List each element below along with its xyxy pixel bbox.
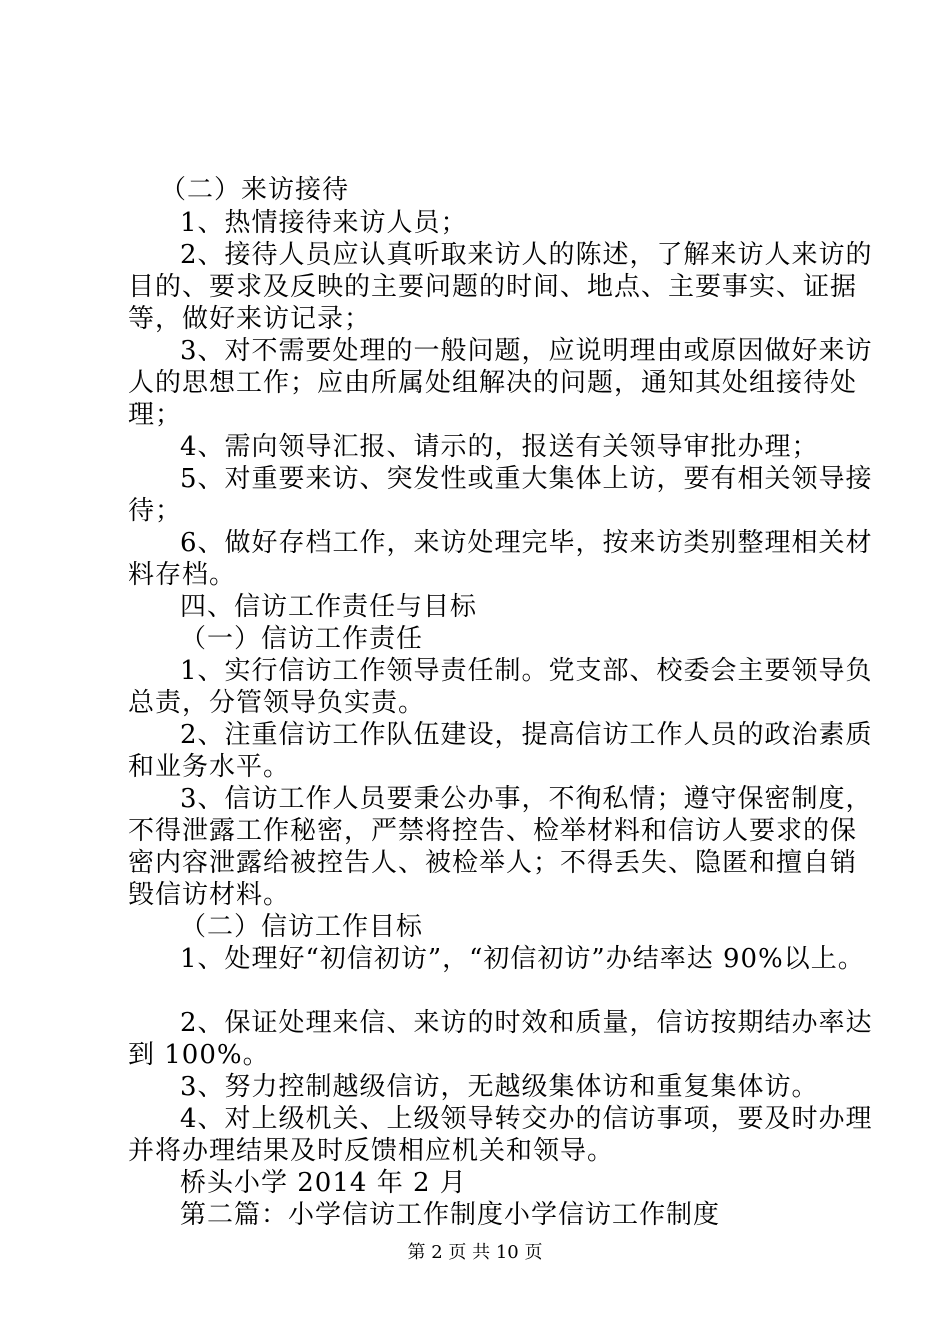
text-line: 不得泄露工作秘密，严禁将控告、检举材料和信访人要求的保	[128, 816, 858, 846]
text-line: 到 100%。	[128, 1040, 270, 1070]
heading-visitor-reception: （二）来访接待	[160, 175, 350, 205]
text-line: 3、对不需要处理的一般问题，应说明理由或原因做好来访	[180, 336, 873, 366]
text-line: 等，做好来访记录；	[128, 304, 372, 334]
text-line: 毁信访材料。	[128, 880, 291, 910]
text-line: 总责，分管领导负实责。	[128, 688, 426, 718]
text-line: 和业务水平。	[128, 752, 291, 782]
section-heading: 四、信访工作责任与目标	[180, 592, 478, 622]
page-footer: 第 2 页 共 10 页	[407, 1242, 543, 1263]
text-line: 1、热情接待来访人员；	[180, 208, 468, 238]
signature-date: 桥头小学 2014 年 2 月	[180, 1168, 467, 1198]
text-line: 人的思想工作；应由所属处组解决的问题，通知其处组接待处	[128, 368, 858, 398]
text-line: 待；	[128, 496, 183, 526]
text-line: 2、注重信访工作队伍建设，提高信访工作人员的政治素质	[180, 720, 873, 750]
text-line: 3、努力控制越级信访，无越级集体访和重复集体访。	[180, 1072, 819, 1102]
text-line: 料存档。	[128, 560, 237, 590]
text-line: 4、对上级机关、上级领导转交办的信访事项，要及时办理	[180, 1104, 873, 1134]
text-line: 1、处理好“初信初访”，“初信初访”办结率达 90%以上。	[180, 944, 865, 974]
text-line: 4、需向领导汇报、请示的，报送有关领导审批办理；	[180, 432, 819, 462]
text-line: 理；	[128, 400, 183, 430]
text-line: 6、做好存档工作，来访处理完毕，按来访类别整理相关材	[180, 528, 873, 558]
text-line: 2、接待人员应认真听取来访人的陈述，了解来访人来访的	[180, 240, 873, 270]
next-article-title: 第二篇：小学信访工作制度小学信访工作制度	[180, 1200, 721, 1230]
subsection-heading: （二）信访工作目标	[180, 912, 424, 942]
text-line: 5、对重要来访、突发性或重大集体上访，要有相关领导接	[180, 464, 873, 494]
subsection-heading: （一）信访工作责任	[180, 624, 424, 654]
text-line: 目的、要求及反映的主要问题的时间、地点、主要事实、证据	[128, 272, 858, 302]
text-line: 3、信访工作人员要秉公办事，不徇私情；遵守保密制度，	[180, 784, 873, 814]
text-line: 2、保证处理来信、来访的时效和质量，信访按期结办率达	[180, 1008, 873, 1038]
text-line: 密内容泄露给被控告人、被检举人；不得丢失、隐匿和擅自销	[128, 848, 858, 878]
text-line: 并将办理结果及时反馈相应机关和领导。	[128, 1136, 615, 1166]
text-line: 1、实行信访工作领导责任制。党支部、校委会主要领导负	[180, 656, 873, 686]
